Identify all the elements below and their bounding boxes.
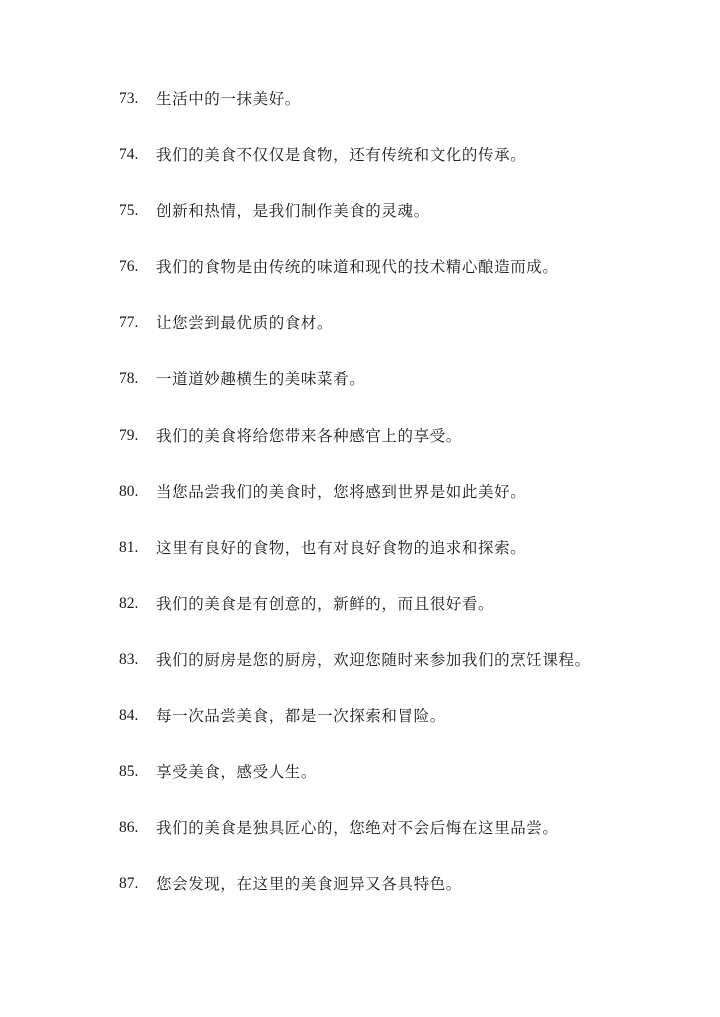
item-number: 78. bbox=[119, 370, 139, 388]
item-text: 让您尝到最优质的食材。 bbox=[156, 314, 334, 333]
item-text: 这里有良好的食物，也有对良好食物的追求和探索。 bbox=[156, 538, 527, 557]
list-item bbox=[119, 368, 591, 424]
list-item bbox=[119, 817, 591, 873]
item-text: 我们的厨房是您的厨房，欢迎您随时来参加我们的烹饪课程。 bbox=[156, 650, 591, 669]
item-number: 80. bbox=[119, 482, 139, 500]
item-number: 79. bbox=[119, 426, 139, 444]
item-number: 77. bbox=[119, 314, 139, 332]
item-number: 74. bbox=[119, 146, 139, 164]
list-item bbox=[119, 649, 591, 705]
item-number: 83. bbox=[119, 650, 139, 668]
item-text: 每一次品尝美食，都是一次探索和冒险。 bbox=[156, 707, 446, 726]
item-number: 75. bbox=[119, 202, 139, 220]
list-item bbox=[119, 761, 591, 817]
item-number: 86. bbox=[119, 819, 139, 837]
list-item bbox=[119, 425, 591, 481]
item-text: 创新和热情，是我们制作美食的灵魂。 bbox=[156, 202, 430, 221]
item-text: 我们的美食是有创意的，新鲜的，而且很好看。 bbox=[156, 594, 495, 613]
item-text: 我们的美食是独具匠心的，您绝对不会后悔在这里品尝。 bbox=[156, 819, 559, 838]
list-item bbox=[119, 312, 591, 368]
list-item bbox=[119, 705, 591, 761]
item-text: 我们的食物是由传统的味道和现代的技术精心酿造而成。 bbox=[156, 258, 559, 277]
list-item bbox=[119, 873, 591, 929]
item-text: 生活中的一抹美好。 bbox=[156, 90, 301, 108]
list-item bbox=[119, 144, 591, 200]
item-number: 73. bbox=[119, 90, 139, 107]
numbered-list bbox=[119, 88, 591, 929]
item-number: 76. bbox=[119, 258, 139, 276]
item-number: 84. bbox=[119, 707, 139, 725]
list-item bbox=[119, 200, 591, 256]
item-text: 我们的美食将给您带来各种感官上的享受。 bbox=[156, 426, 462, 445]
list-item bbox=[119, 593, 591, 649]
list-item bbox=[119, 481, 591, 537]
item-text: 享受美食，感受人生。 bbox=[156, 763, 318, 782]
item-text: 一道道妙趣横生的美味菜肴。 bbox=[156, 370, 366, 389]
item-number: 82. bbox=[119, 594, 139, 612]
item-number: 81. bbox=[119, 538, 139, 556]
item-text: 当您品尝我们的美食时，您将感到世界是如此美好。 bbox=[156, 482, 527, 501]
list-item bbox=[119, 537, 591, 593]
list-item bbox=[119, 88, 591, 144]
item-text: 您会发现，在这里的美食迥异又各具特色。 bbox=[156, 875, 462, 894]
list-item bbox=[119, 256, 591, 312]
item-number: 87. bbox=[119, 875, 139, 893]
item-text: 我们的美食不仅仅是食物，还有传统和文化的传承。 bbox=[156, 146, 527, 165]
item-number: 85. bbox=[119, 763, 139, 781]
